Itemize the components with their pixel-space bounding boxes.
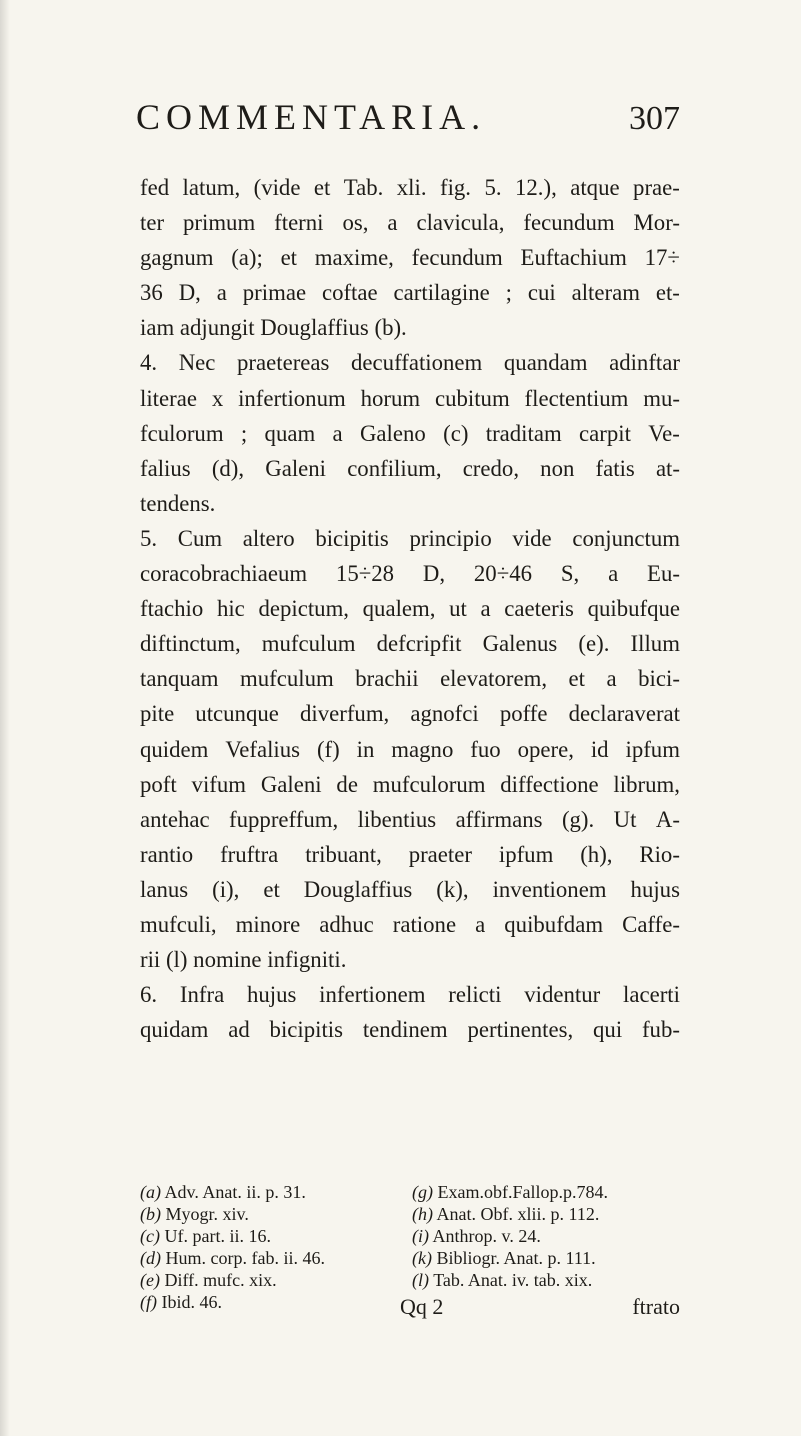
footnote [140,1269,400,1291]
footnote-mark: (g) [412,1182,433,1202]
footnote-text: Anthrop. v. 24. [432,1226,541,1246]
text-line: literae x infertionum horum cubitum flectentium mu- [140,385,680,411]
text-line: ftachio hic depictum, qualem, ut a caeteris quibufque [140,596,680,622]
footnote-text: Anat. Obf. xlii. p. 112. [436,1204,600,1224]
text-line: tendens. [140,490,216,516]
text-line: fculorum ; quam a Galeno (c) traditam carpit Ve- [140,420,680,446]
text-line: quidem Vefalius (f) in magno fuo opere, id ipfum [140,736,680,762]
footnote-text: Bibliogr. Anat. p. 111. [436,1248,596,1268]
text-line: antehac fuppreffum, libentius affirmans (g). Ut A- [140,806,680,832]
footnote-text: Diff. mufc. xix. [164,1270,277,1290]
footnote [412,1225,680,1247]
text-line: quidam ad bicipitis tendinem pertinentes, qui fub- [140,1017,680,1043]
page-header [120,96,680,148]
text-line: fed latum, (vide et Tab. xli. fig. 5. 12.), atque prae- [140,175,680,200]
footnote-text: Hum. corp. fab. ii. 46. [165,1248,325,1268]
footnote-text: Uf. part. ii. 16. [164,1226,271,1246]
footnote-mark: (k) [412,1248,432,1268]
text-line: ter primum fterni os, a clavicula, fecundum Mor- [140,210,680,236]
footnote [412,1269,680,1291]
footnote-mark: (f) [140,1292,157,1312]
text-line: pite utcunque diverfum, agnofci poffe declaraverat [140,701,680,727]
text-line: tanquam mufculum brachii elevatorem, et a bici- [140,666,680,692]
footnote [412,1247,680,1269]
signature-line [140,1294,680,1324]
text-line: 5. Cum altero bicipitis principio vide conjunctum [140,525,680,551]
footnote-mark: (l) [412,1270,429,1290]
footnote-text: Myogr. xiv. [165,1204,249,1224]
footnote [140,1247,400,1269]
text-line: lanus (i), et Douglaffius (k), inventionem hujus [140,876,680,902]
catchword: ftrato [632,1294,680,1319]
footnote-mark: (e) [140,1270,160,1290]
footnote-mark: (b) [140,1204,161,1224]
page-number: 307 [629,100,680,137]
text-line: rii (l) nomine infigniti. [140,947,347,973]
footnote-mark: (d) [140,1248,161,1268]
footnote [412,1181,680,1203]
footnote [412,1203,680,1225]
text-line: 36 D, a primae coftae cartilagine ; cui alteram et- [140,280,680,306]
text-line: diftinctum, mufculum defcripfit Galenus (e). Illum [140,631,680,657]
footnote-text: Ibid. 46. [161,1292,222,1312]
text-line: mufculi, minore adhuc ratione a quibufdam Caffe- [140,911,680,937]
text-line: poft vifum Galeni de mufculorum diffectione librum, [140,771,680,797]
footnote [140,1225,400,1247]
footnote-mark: (c) [140,1226,160,1246]
footnote-text: Tab. Anat. iv. tab. xix. [433,1270,593,1290]
text-line: falius (d), Galeni confilium, credo, non fatis at- [140,455,680,481]
text-line: iam adjungit Douglaffius (b). [140,315,407,341]
footnote [140,1181,400,1203]
signature-mark: Qq 2 [400,1294,444,1319]
running-head: COMMENTARIA. [136,97,487,137]
footnote-mark: (h) [412,1204,433,1224]
footnote-mark: (a) [140,1182,161,1202]
text-line: 6. Infra hujus infertionem relicti videntur lacerti [140,982,680,1008]
footnote-text: Adv. Anat. ii. p. 31. [164,1182,306,1202]
text-line: 4. Nec praetereas decuffationem quandam adinftar [140,350,680,376]
text-line: rantio fruftra tribuant, praeter ipfum (h), Rio- [140,841,680,867]
text-line: coracobrachiaeum 15÷28 D, 20÷46 S, a Eu- [140,561,680,587]
text-line: gagnum (a); et maxime, fecundum Euftachium 17÷ [140,245,680,271]
footnote-mark: (i) [412,1226,429,1246]
binding-shadow [0,0,10,1436]
footnote-text: Exam.obf.Fallop.p.784. [437,1182,608,1202]
body-text [140,170,680,1047]
footnote [140,1203,400,1225]
